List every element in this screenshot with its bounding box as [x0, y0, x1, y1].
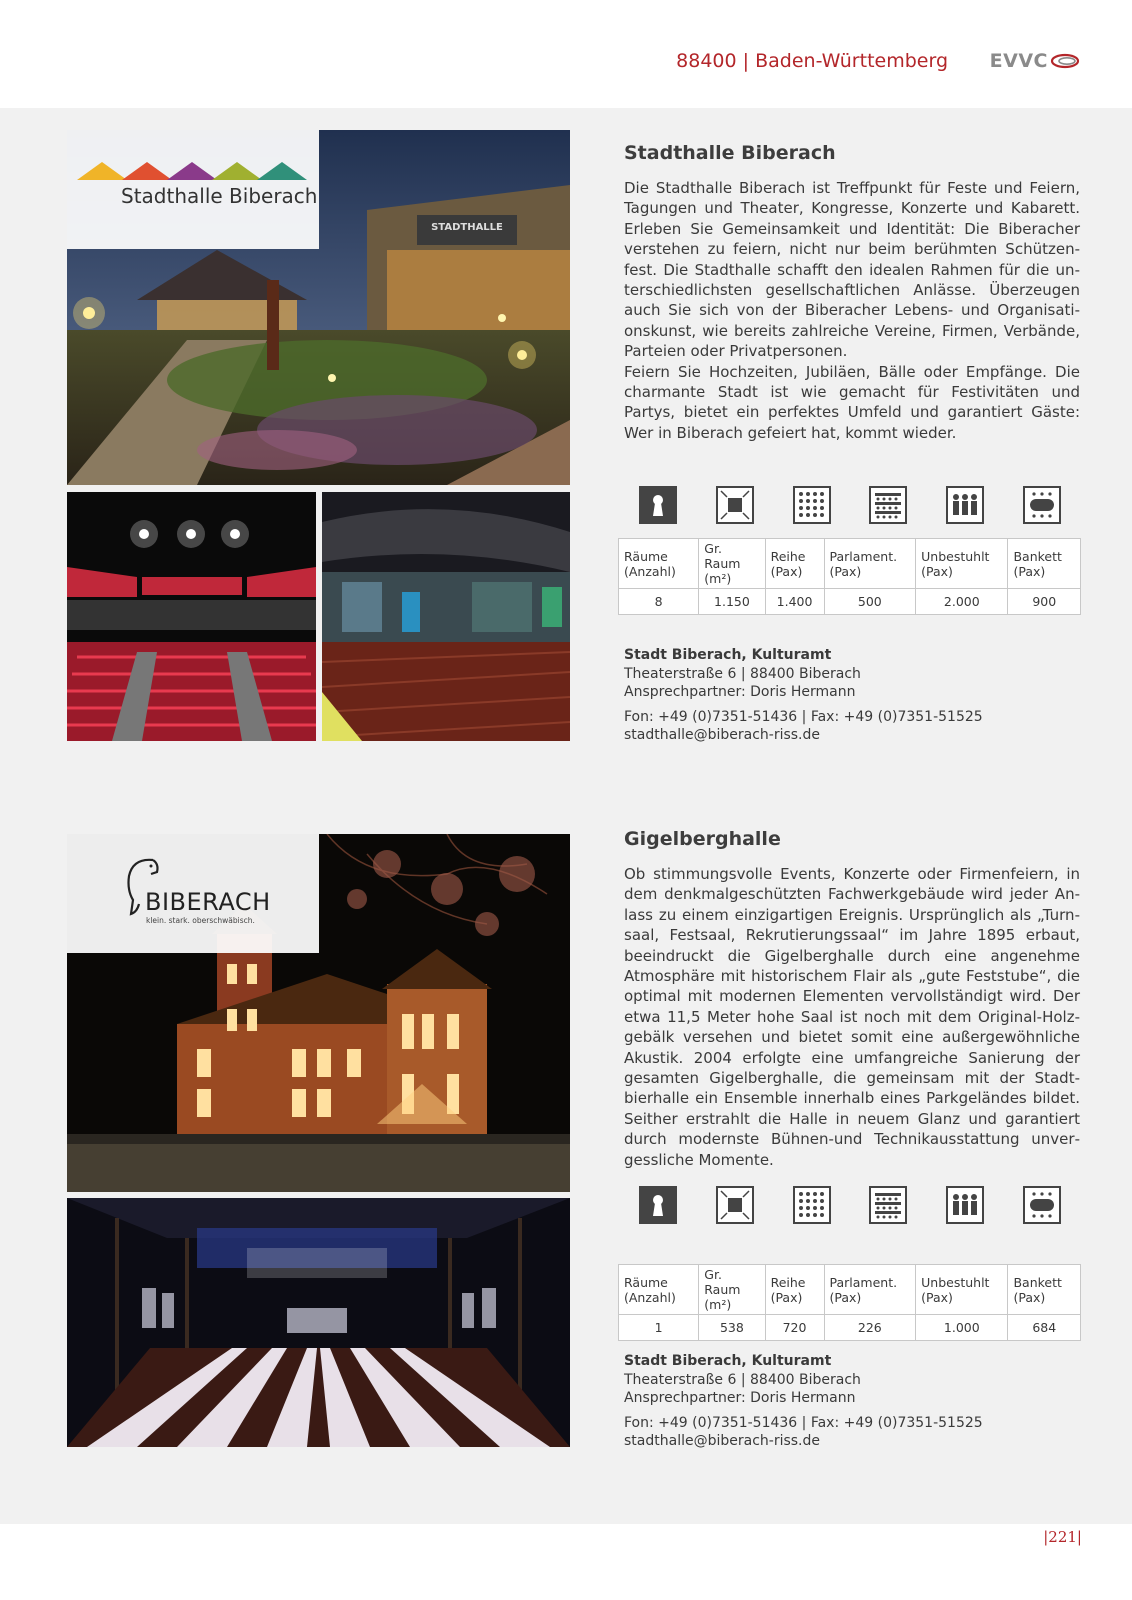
table-cell: 1.000 [916, 1315, 1008, 1341]
theatre-seating-icon [793, 1186, 831, 1224]
capacity-value-row [619, 1315, 1081, 1341]
table-header: Räume (Anzahl) [619, 1265, 699, 1315]
biberach-logo-tagline: klein. stark. oberschwäbisch. [146, 916, 255, 925]
contact-address: Theaterstraße 6 | 88400 Biberach [624, 665, 861, 682]
contact-org: Stadt Biberach, Kulturamt [624, 647, 832, 663]
page-number: |221| [1043, 1528, 1082, 1546]
table-header: Räume (Anzahl) [619, 539, 699, 589]
contact-block [624, 646, 983, 745]
venue-description: Die Stadthalle Biberach ist Treffpunkt für Feste und Feiern, Tagungen und Theater, Kongresse, Konzerte und Kabarett. Erleben Sie Gemeinsamkeit und Identität: Die Biberacher verstehen zu feiern, nicht nur beim berühmten Schützenfest. Die Stadthalle schafft den idealen Rahmen für die unterschiedlichsten gesellschaftlichen Anlässe. Überzeugen auch Sie sich von der Biberacher Lebens- und Organisationskunst, wie bereits zahlreiche Vereine, Firmen, Verbände, Parteien oder Privatpersonen. Feiern Sie Hochzeiten, Jubiläen, Bälle oder Empfänge. Die charmante Stadt ist wie gemacht für Festivitäten und Partys, bietet ein perfektes Umfeld und garantiert Gäste: Wer in Biberach gefeiert hat, kommt wieder. [624, 179, 1080, 442]
contact-org: Stadt Biberach, Kulturamt [624, 1353, 832, 1369]
table-header: Unbestuhlt (Pax) [916, 539, 1008, 589]
table-header: Gr. Raum (m²) [699, 1265, 765, 1315]
table-header: Unbestuhlt (Pax) [916, 1265, 1008, 1315]
biberach-logo [67, 834, 319, 953]
table-cell: 538 [699, 1315, 765, 1341]
parliament-seating-icon [869, 1186, 907, 1224]
largest-room-icon [716, 1186, 754, 1224]
banquet-icon [1023, 1186, 1061, 1224]
contact-email[interactable]: stadthalle@biberach-riss.de [624, 727, 820, 743]
page-header [0, 0, 1132, 108]
contact-person: Ansprechpartner: Doris Hermann [624, 684, 856, 700]
parliament-seating-icon [869, 486, 907, 524]
table-cell: 8 [619, 589, 699, 615]
table-cell: 226 [824, 1315, 916, 1341]
contact-person: Ansprechpartner: Doris Hermann [624, 1390, 856, 1406]
capacity-value-row [619, 589, 1081, 615]
table-header: Reihe (Pax) [765, 1265, 824, 1315]
venue-title: Stadthalle Biberach [624, 142, 836, 164]
biberach-logo-text: BIBERACH [145, 888, 271, 916]
table-header: Parlament. (Pax) [824, 539, 916, 589]
table-cell: 500 [824, 589, 916, 615]
table-cell: 900 [1008, 589, 1081, 615]
contact-address: Theaterstraße 6 | 88400 Biberach [624, 1371, 861, 1388]
stadthalle-theatre-photo [67, 492, 316, 741]
capacity-header-row [619, 539, 1081, 589]
table-cell: 720 [765, 1315, 824, 1341]
table-cell: 2.000 [916, 589, 1008, 615]
table-header: Bankett (Pax) [1008, 1265, 1081, 1315]
rooms-icon [639, 1186, 677, 1224]
capacity-table [618, 538, 1081, 615]
evvc-swoosh-icon [1050, 52, 1080, 70]
contact-phone: Fon: +49 (0)7351-51436 | Fax: +49 (0)7351-51525 [624, 1414, 983, 1431]
region-label: 88400 | Baden-Württemberg [676, 50, 948, 72]
table-cell: 1 [619, 1315, 699, 1341]
table-header: Bankett (Pax) [1008, 539, 1081, 589]
table-cell: 1.400 [765, 589, 824, 615]
capacity-table [618, 1264, 1081, 1341]
standing-icon [946, 1186, 984, 1224]
contact-email[interactable]: stadthalle@biberach-riss.de [624, 1433, 820, 1449]
capacity-header-row [619, 1265, 1081, 1315]
building-sign: STADTHALLE [431, 222, 503, 233]
stadthalle-logo [67, 130, 319, 249]
evvc-logo: EVVC [990, 50, 1080, 72]
contact-phone: Fon: +49 (0)7351-51436 | Fax: +49 (0)7351-51525 [624, 708, 983, 725]
gigelberghalle-interior-photo [67, 1198, 570, 1447]
largest-room-icon [716, 486, 754, 524]
table-header: Parlament. (Pax) [824, 1265, 916, 1315]
stadthalle-foyer-photo [322, 492, 570, 741]
capacity-icons [620, 1186, 1080, 1224]
standing-icon [946, 486, 984, 524]
rooms-icon [639, 486, 677, 524]
capacity-icons [620, 486, 1080, 524]
stadthalle-logo-text: Stadthalle Biberach [121, 184, 318, 208]
banquet-icon [1023, 486, 1061, 524]
table-cell: 684 [1008, 1315, 1081, 1341]
table-cell: 1.150 [699, 589, 765, 615]
theatre-seating-icon [793, 486, 831, 524]
contact-block [624, 1352, 983, 1451]
table-header: Reihe (Pax) [765, 539, 824, 589]
venue-description: Ob stimmungsvolle Events, Konzerte oder Firmenfeiern, in dem denkmalgeschützten Fachwerkgebäude wird jeder Anlass zu einem einzigartigen Ereignis. Ursprünglich als „Turnsaal, Festsaal, Rekrutierungssaal“ im Jahre 1895 erbaut, beeindruckt die Gigelberghalle durch eine angenehme Atmosphäre mit historischem Flair als „gute Feststube“, die optimal mit modernen Elementen vervollständigt wird. Der etwa 11,5 Meter hohe Saal ist noch mit dem Original-Holzgebälk versehen und bietet somit eine außergewöhnliche Akustik. 2004 erfolgte eine umfangreiche Sanierung der gesamten Gigelberghalle, die gemeinsam mit der Stadtbierhalle ein Ensemble innerhalb eines Parkgeländes bildet. Seither erstrahlt die Halle in neuem Glanz und garantiert durch modernste Bühnen-und Technikausstattung unvergessliche Momente. [624, 865, 1080, 1169]
venue-title: Gigelberghalle [624, 828, 781, 850]
table-header: Gr. Raum (m²) [699, 539, 765, 589]
